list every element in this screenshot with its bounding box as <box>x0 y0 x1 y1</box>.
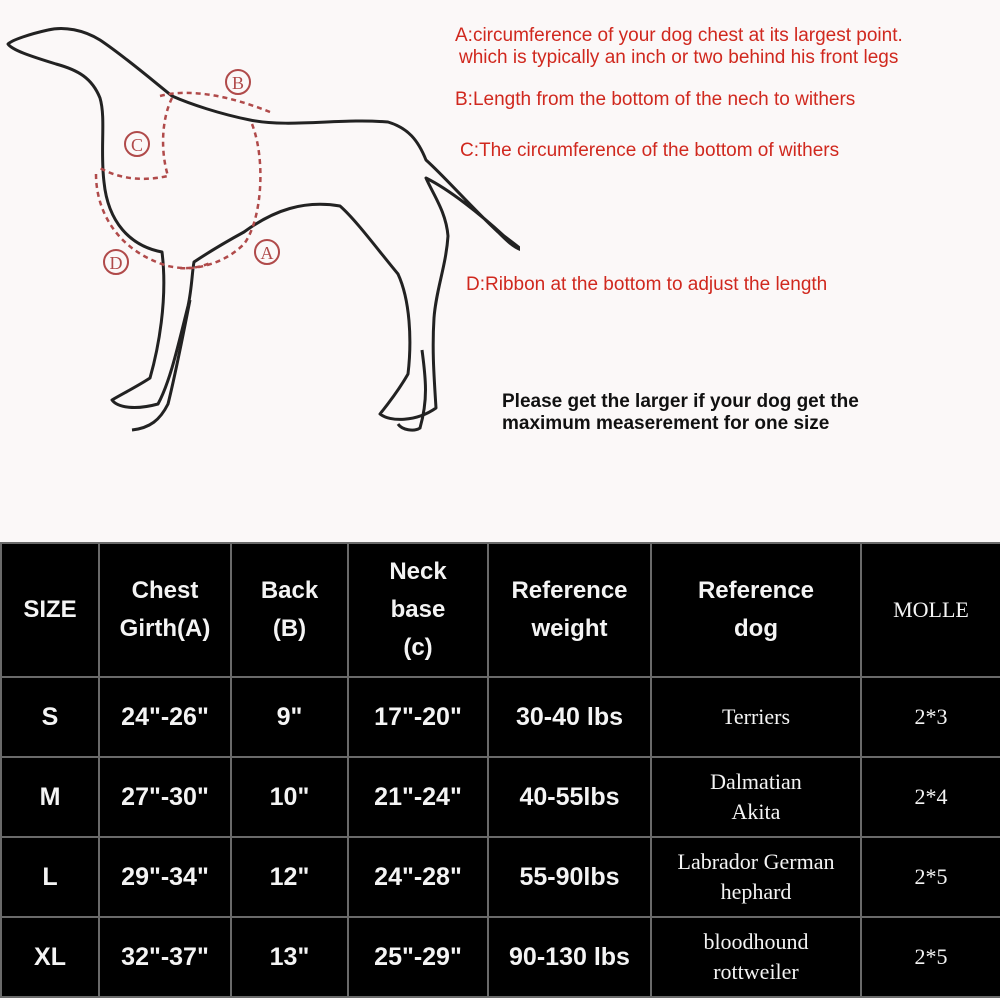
svg-text:C: C <box>130 135 144 155</box>
note-a-line2: which is typically an inch or two behind his front legs <box>459 47 899 68</box>
cell-back: 9" <box>231 677 348 757</box>
svg-text:A: A <box>260 243 274 263</box>
cell-chest: 32"-37" <box>99 917 231 997</box>
cell-molle: 2*5 <box>861 837 1000 917</box>
marker-d <box>104 250 128 274</box>
cell-dog: Terriers <box>651 677 861 757</box>
cell-size: M <box>1 757 99 837</box>
cell-dog: Dalmatian Akita <box>651 757 861 837</box>
cell-molle: 2*3 <box>861 677 1000 757</box>
cell-neck: 24"-28" <box>348 837 488 917</box>
svg-text:D: D <box>109 253 123 273</box>
table-header-row <box>1 543 1000 677</box>
note-b: B:Length from the bottom of the nech to withers <box>455 89 856 110</box>
header-molle: MOLLE <box>861 543 1000 677</box>
dog-diagram <box>0 0 520 440</box>
cell-back: 13" <box>231 917 348 997</box>
cell-weight: 40-55lbs <box>488 757 651 837</box>
cell-neck: 21"-24" <box>348 757 488 837</box>
table-row <box>1 757 1000 837</box>
size-tip-line2: maximum measerement for one size <box>502 413 830 434</box>
cell-weight: 30-40 lbs <box>488 677 651 757</box>
cell-size: L <box>1 837 99 917</box>
header-chest: Chest Girth(A) <box>99 543 231 677</box>
cell-back: 12" <box>231 837 348 917</box>
cell-molle: 2*5 <box>861 917 1000 997</box>
cell-back: 10" <box>231 757 348 837</box>
cell-weight: 55-90lbs <box>488 837 651 917</box>
note-c: C:The circumference of the bottom of withers <box>460 140 840 161</box>
size-table <box>0 542 1000 998</box>
cell-chest: 29"-34" <box>99 837 231 917</box>
cell-size: XL <box>1 917 99 997</box>
cell-dog: Labrador German hephard <box>651 837 861 917</box>
size-tip <box>502 391 859 435</box>
cell-chest: 24"-26" <box>99 677 231 757</box>
table-row <box>1 677 1000 757</box>
table-row <box>1 917 1000 997</box>
cell-neck: 17"-20" <box>348 677 488 757</box>
dog-outline <box>8 28 520 419</box>
header-weight: Reference weight <box>488 543 651 677</box>
table-row <box>1 837 1000 917</box>
marker-c <box>125 132 149 156</box>
cell-neck: 25"-29" <box>348 917 488 997</box>
cell-molle: 2*4 <box>861 757 1000 837</box>
cell-size: S <box>1 677 99 757</box>
cell-weight: 90-130 lbs <box>488 917 651 997</box>
marker-a <box>255 240 279 264</box>
header-neck: Neck base (c) <box>348 543 488 677</box>
note-d: D:Ribbon at the bottom to adjust the length <box>466 274 828 295</box>
measure-b-line <box>160 93 270 112</box>
note-a-line1: A:circumference of your dog chest at its largest point. <box>455 25 903 46</box>
size-tip-line1: Please get the larger if your dog get the <box>502 391 859 412</box>
header-dog: Reference dog <box>651 543 861 677</box>
cell-dog: bloodhound rottweiler <box>651 917 861 997</box>
header-back: Back (B) <box>231 543 348 677</box>
svg-text:B: B <box>231 73 245 93</box>
header-size: SIZE <box>1 543 99 677</box>
marker-b <box>226 70 250 94</box>
cell-chest: 27"-30" <box>99 757 231 837</box>
